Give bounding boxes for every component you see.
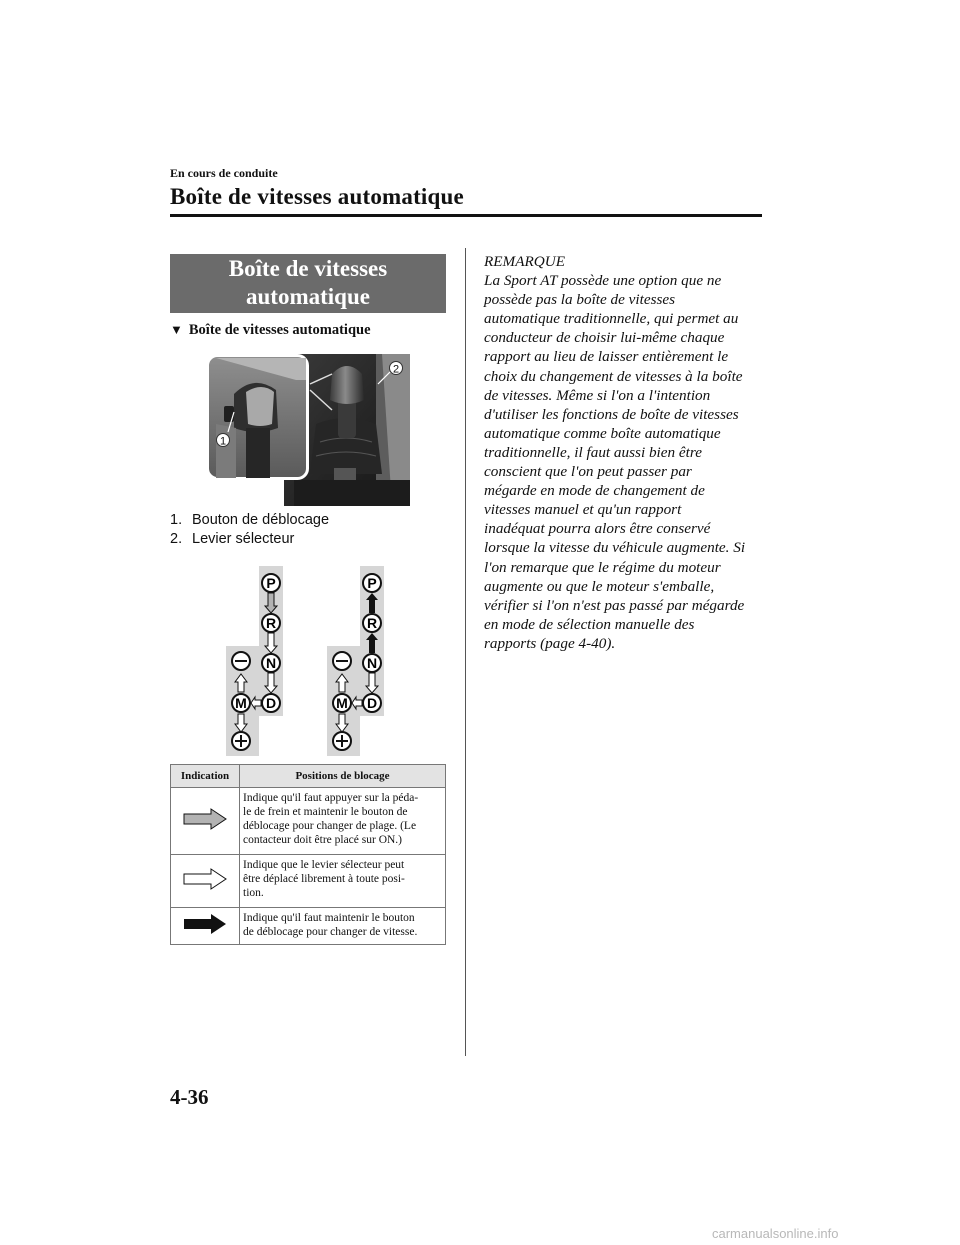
title-banner-line1: Boîte de vitesses <box>228 256 388 281</box>
shift-pattern-diagrams <box>226 566 396 756</box>
callout-badge-1: 1 <box>219 435 227 448</box>
table-cell-description: Indique que le levier sélecteur peut être déplacé librement à toute posi- tion. <box>240 855 446 908</box>
note-text: La Sport AT possède une option que ne possède pas la boîte de vitesses automatique traditionnelle, qui permet au conducteur de choisir lui-même chaque rapport au lieu de laisser entièrement le choix du changement de vitesses à la boîte de vitesses. Même si l'on a l'intention d'utiliser les fonctions de boîte de vitesses automatique comme boîte automatique traditionnelle, il faut aussi bien être conscient que l'on peut passer par mégarde en mode de changement de vitesses manuel et qu'un rapport inadéquat pourra alors être conservé lorsque la vitesse du véhicule augmente. Si l'on remarque que le régime du moteur augmente ou que le moteur s'emballe, vérifier si l'on n'est pas passé par mégarde en mode de sélection manuelle des rapports (page 4-40). <box>484 272 746 652</box>
svg-text:P: P <box>266 575 276 591</box>
site-watermark: carmanualsonline.info <box>712 1226 839 1241</box>
table-row <box>171 788 446 855</box>
svg-text:P: P <box>367 575 377 591</box>
section-label: En cours de conduite <box>170 166 278 180</box>
list-item: 2. Levier sélecteur <box>170 531 295 547</box>
table-cell-description: Indique qu'il faut maintenir le bouton de déblocage pour changer de vitesse. <box>240 908 446 945</box>
shift-lever-photo <box>206 354 410 506</box>
note-block <box>484 252 766 653</box>
triangle-marker-icon: ▼ <box>170 322 183 337</box>
callout-label-release-button: Bouton de déblocage <box>192 512 330 528</box>
table-header-positions: Positions de blocage <box>240 765 446 788</box>
column-divider <box>465 248 466 1056</box>
black-arrow-icon <box>183 913 227 935</box>
svg-text:R: R <box>265 615 277 631</box>
header-rule <box>170 214 762 217</box>
callout-badge-2: 2 <box>392 363 400 376</box>
page-header-title: Boîte de vitesses automatique <box>170 184 464 209</box>
outline-arrow-icon <box>183 868 227 890</box>
table-header-row <box>171 765 446 788</box>
grey-arrow-icon <box>183 808 227 830</box>
note-heading: REMARQUE <box>484 253 565 270</box>
table-row <box>171 855 446 908</box>
subsection-heading <box>170 322 371 339</box>
page-number: 4-36 <box>170 1085 209 1109</box>
svg-text:M: M <box>336 695 348 711</box>
table-row <box>171 908 446 945</box>
list-item: 1. Bouton de déblocage <box>170 512 330 528</box>
subsection-title: Boîte de vitesses automatique <box>188 322 371 338</box>
table-header-indication: Indication <box>171 765 240 788</box>
shift-pattern-right <box>327 566 384 756</box>
svg-text:D: D <box>265 695 277 711</box>
svg-text:D: D <box>366 695 378 711</box>
indication-table <box>170 764 446 945</box>
title-banner-line2: automatique <box>246 284 370 309</box>
table-cell-description: Indique qu'il faut appuyer sur la péda- le de frein et maintenir le bouton de déblocage pour changer de plage. (Le contacteur doit être placé sur ON.) <box>240 788 446 855</box>
callout-label-selector-lever: Levier sélecteur <box>192 531 295 547</box>
shift-pattern-left <box>226 566 283 756</box>
title-banner <box>170 254 446 313</box>
svg-text:M: M <box>235 695 247 711</box>
svg-text:N: N <box>366 655 378 671</box>
callout-list <box>170 511 329 549</box>
svg-text:N: N <box>265 655 277 671</box>
svg-text:R: R <box>366 615 378 631</box>
